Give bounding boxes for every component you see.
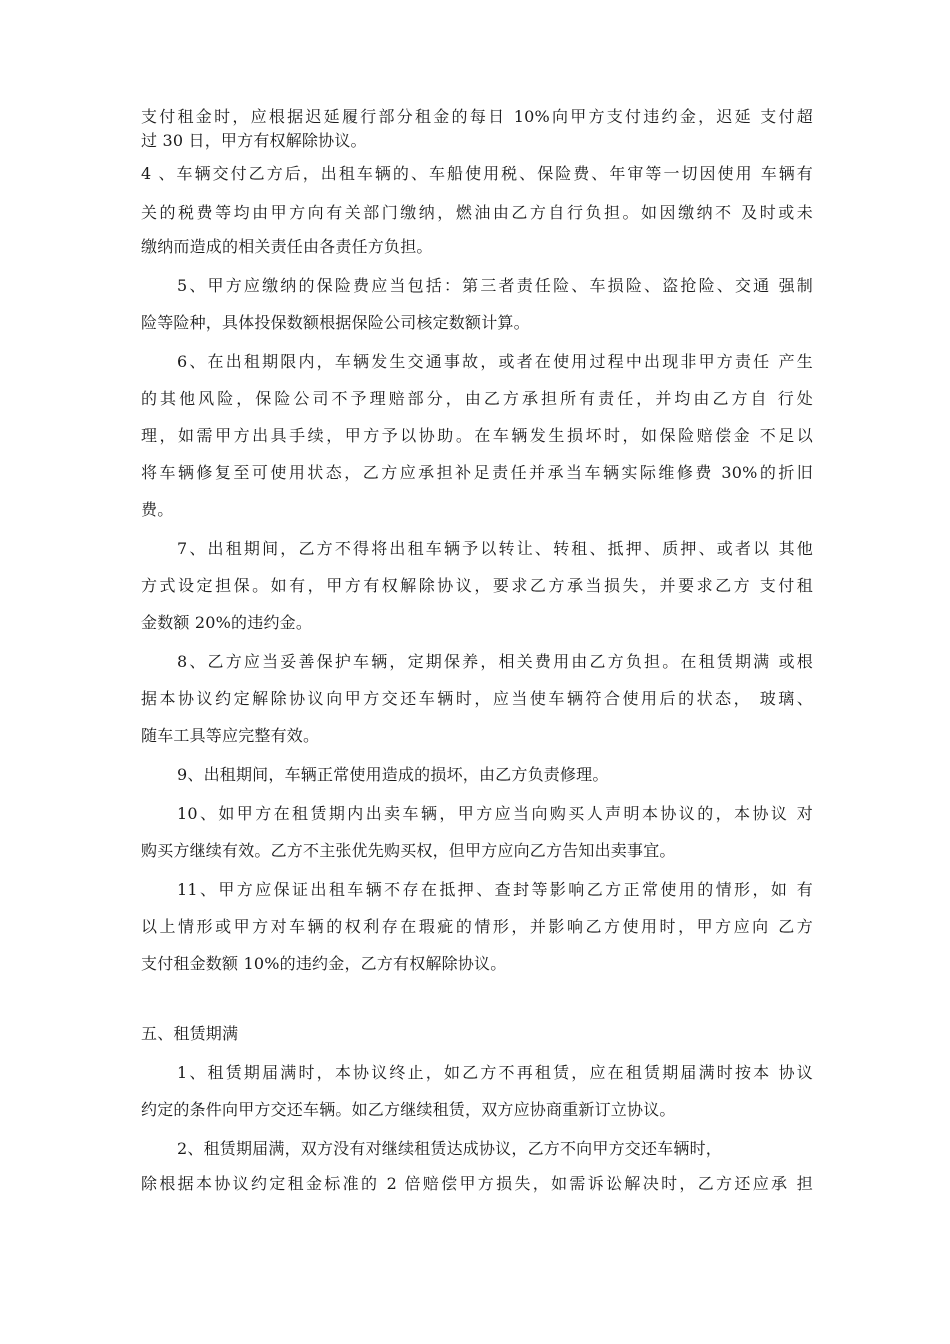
text-line: 约定的条件向甲方交还车辆。如乙方继续租赁，双方应协商重新订立协议。: [141, 1100, 676, 1119]
text-line: 7、出租期间，乙方不得将出租车辆予以转让、转租、抵押、质押、或者以 其他: [177, 539, 813, 558]
text-line: 随车工具等应完整有效。: [141, 726, 320, 745]
text-line: 将车辆修复至可使用状态，乙方应承担补足责任并承当车辆实际维修费 30%的折旧: [141, 463, 813, 482]
text-line: 11、甲方应保证出租车辆不存在抵押、查封等影响乙方正常使用的情形，如 有: [177, 880, 813, 899]
text-line: 5、甲方应缴纳的保险费应当包括：第三者责任险、车损险、盗抢险、交通 强制: [177, 276, 813, 295]
text-line: 关的税费等均由甲方向有关部门缴纳，燃油由乙方自行负担。如因缴纳不 及时或未: [141, 203, 813, 222]
text-line: 的其他风险，保险公司不予理赔部分，由乙方承担所有责任，并均由乙方自 行处: [141, 389, 813, 408]
text-line: 购买方继续有效。乙方不主张优先购买权，但甲方应向乙方告知出卖事宜。: [141, 841, 676, 860]
text-line: 过 30 日，甲方有权解除协议。: [141, 131, 367, 150]
text-line: 支付租金数额 10%的违约金，乙方有权解除协议。: [141, 954, 507, 973]
text-line: 理，如需甲方出具手续，甲方予以协助。在车辆发生损坏时，如保险赔偿金 不足以: [141, 426, 813, 445]
text-line: 缴纳而造成的相关责任由各责任方负担。: [141, 237, 433, 256]
text-line: 6、在出租期限内，车辆发生交通事故，或者在使用过程中出现非甲方责任 产生: [177, 352, 813, 371]
text-line: 支付租金时，应根据迟延履行部分租金的每日 10%向甲方支付违约金，迟延 支付超: [141, 107, 813, 126]
text-line: 方式设定担保。如有，甲方有权解除协议，要求乙方承当损失，并要求乙方 支付租: [141, 576, 813, 595]
text-line: 据本协议约定解除协议向甲方交还车辆时，应当使车辆符合使用后的状态， 玻璃、: [141, 689, 813, 708]
text-line: 金数额 20%的违约金。: [141, 613, 313, 632]
text-line: 1、租赁期届满时，本协议终止，如乙方不再租赁，应在租赁期届满时按本 协议: [177, 1063, 813, 1082]
text-line: 以上情形或甲方对车辆的权利存在瑕疵的情形，并影响乙方使用时，甲方应向 乙方: [141, 917, 813, 936]
text-line: 10、如甲方在租赁期内出卖车辆，甲方应当向购买人声明本协议的，本协议 对: [177, 804, 813, 823]
text-line: 费。: [141, 500, 174, 519]
text-line: 8、乙方应当妥善保护车辆，定期保养，相关费用由乙方负担。在租赁期满 或根: [177, 652, 813, 671]
text-line: 险等险种，具体投保数额根据保险公司核定数额计算。: [141, 313, 530, 332]
section-heading: 五、租赁期满: [141, 1024, 239, 1043]
text-line: 9、出租期间，车辆正常使用造成的损坏，由乙方负责修理。: [177, 765, 609, 784]
text-line: 4 、车辆交付乙方后，出租车辆的、车船使用税、保险费、年审等一切因使用 车辆有: [141, 164, 813, 183]
text-line: 除根据本协议约定租金标准的 2 倍赔偿甲方损失，如需诉讼解决时，乙方还应承 担: [141, 1174, 813, 1193]
text-line: 2、租赁期届满，双方没有对继续租赁达成协议，乙方不向甲方交还车辆时，: [177, 1139, 722, 1158]
